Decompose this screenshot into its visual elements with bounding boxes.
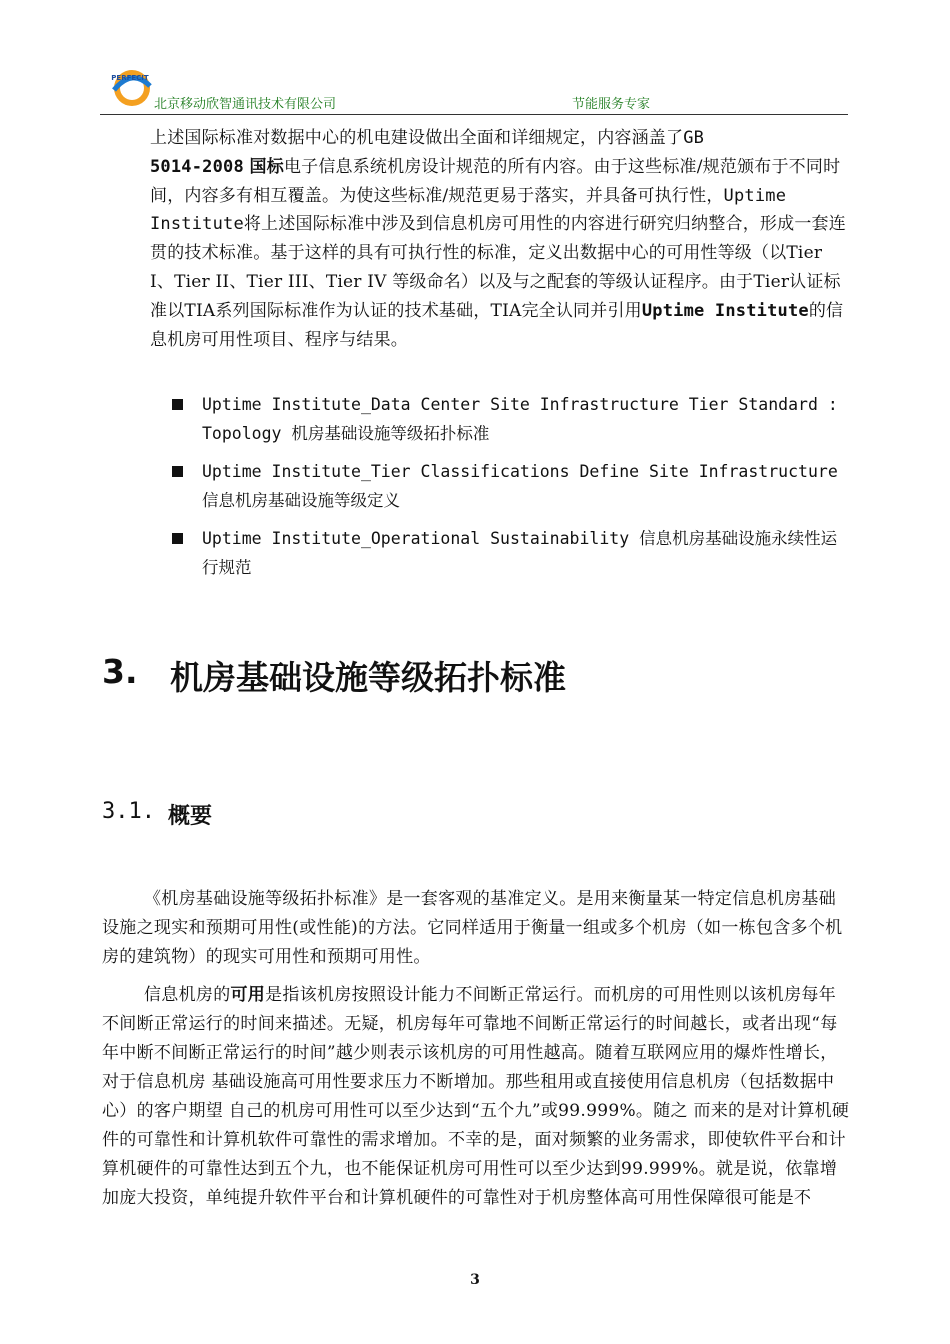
intro-text-9: 的信息机房可用性项目、程序与结果。 bbox=[150, 300, 844, 350]
bullet-cn: 信息机房基础设施永续性运行规范 bbox=[202, 529, 838, 577]
bullet-square-icon bbox=[172, 466, 183, 477]
para2-text-a: 信息机房的 bbox=[144, 985, 231, 1005]
body-paragraph-1: 《机房基础设施等级拓扑标准》是一套客观的基准定义。是用来衡量某一特定信息机房基础设施之现实和预期可用性(或性能)的方法。它同样适用于衡量一组或多个机房（如一栋包含多个机房的建筑物）的现实可用性和预期可用性。 bbox=[102, 889, 843, 967]
page-header bbox=[100, 60, 848, 116]
intro-text-1: 上述国际标准对数据中心的机电建设做出全面和详细规定，内容涵盖了 bbox=[150, 128, 684, 148]
header-slogan: 节能服务专家 bbox=[572, 97, 651, 112]
bullet-square-icon bbox=[172, 533, 183, 544]
para2-text-c: 是指该机房按照设计能力不间断正常运行。而机房的可用性则以该机房每年不间断正常运行的时间来描述。无疑，机房每年可靠地不间断正常运行的时间越长，或者出现“每年中断不间断正常运行的时间”越少则表示该机房的可用性越高。随着互联网应用的爆炸性增长，对于信息机房 基础设施高可用性要求压力不断增加。那些租用或直接使用信息机房（包括数据中心）的客户期望 自己的机房可用性可以至少达到“五个九”或99.999%。随之 而来的是对计算机硬件的可靠性和计算机软件可靠性的需求增加。不幸的是，面对频繁的业务需求，即使软件平台和计算机硬件的可靠性达到五个九，也不能保证机房可用性可以至少达到99.999%。就是说，依靠增加庞大投资，单纯提升软件平台和计算机硬件的可靠性对于机房整体高可用性保障很可能是不 bbox=[102, 985, 850, 1208]
bullet-cn: 机房基础设施等级拓扑标准 bbox=[291, 424, 490, 443]
subsection-title: 概要 bbox=[168, 804, 213, 829]
bullet-en: Uptime Institute_Operational Sustainability bbox=[202, 529, 630, 548]
header-company-name: 北京移动欣智通讯技术有限公司 bbox=[154, 97, 337, 112]
intro-text-2: GB bbox=[683, 128, 705, 148]
intro-text-6: Uptime Institute bbox=[150, 185, 797, 235]
intro-paragraph bbox=[150, 124, 850, 354]
page-number: 3 bbox=[470, 1272, 480, 1288]
bullet-cn: 信息机房基础设施等级定义 bbox=[202, 491, 400, 510]
bullet-square-icon bbox=[172, 399, 183, 410]
company-logo bbox=[104, 60, 156, 110]
intro-text-8: Uptime Institute bbox=[641, 300, 809, 321]
bullet-en: Uptime Institute_Data Center Site Infrastructure Tier Standard : Topology bbox=[202, 395, 838, 443]
para2-text-b: 可用 bbox=[230, 985, 266, 1005]
intro-text-4: 国标 bbox=[249, 156, 284, 177]
intro-text-5: 电子信息系统机房设计规范的所有内容。由于这些标准/规范颁布于不同时间，内容多有相互覆盖。为使这些标准/规范更易于落实，并具备可执行性， bbox=[150, 156, 841, 206]
subsection-number: 3.1. bbox=[102, 799, 155, 824]
intro-text-7: 将上述国际标准中涉及到信息机房可用性的内容进行研究归纳整合，形成一套连贯的技术标准。基于这样的具有可执行性的标准，定义出数据中心的可用性等级（以Tier I、Tier II、Tier III、Tier IV 等级命名）以及与之配套的等级认证程序。由于Tier认证标准以TIA系列国际标准作为认证的技术基础，TIA完全认同并引用 bbox=[150, 214, 846, 321]
intro-text-3: 5014-2008 bbox=[150, 156, 244, 177]
bullet-en: Uptime Institute_Tier Classifications Define Site Infrastructure bbox=[202, 462, 838, 481]
body-paragraph-2 bbox=[102, 981, 850, 1213]
section-number: 3. bbox=[102, 652, 138, 691]
logo-text: PERFECIT bbox=[111, 74, 149, 82]
header-divider bbox=[100, 114, 848, 115]
section-title: 机房基础设施等级拓扑标准 bbox=[170, 658, 566, 697]
